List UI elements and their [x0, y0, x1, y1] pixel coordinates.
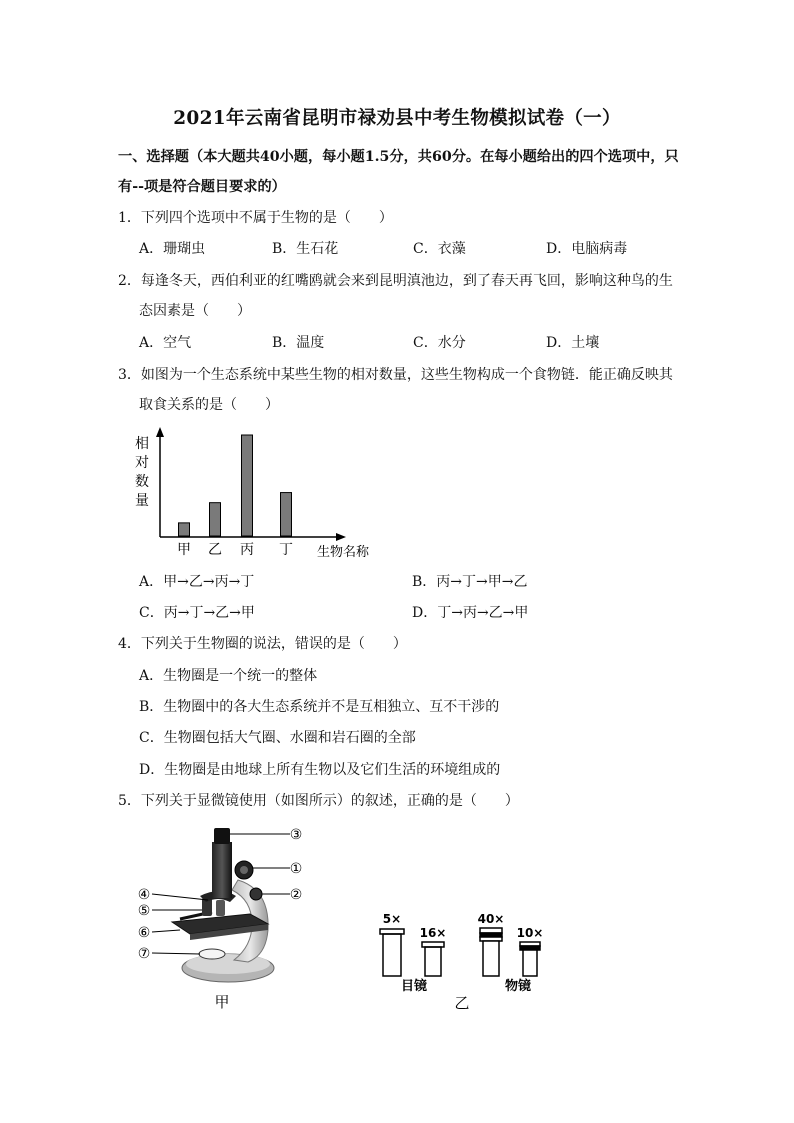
- eyepiece: [214, 828, 230, 844]
- question-4: 4．下列关于生物圈的说法，错误的是（ ）: [118, 636, 407, 652]
- q3-option-d: D．丁→丙→乙→甲: [412, 605, 529, 621]
- eyepiece-mag-5x: 5×: [382, 912, 402, 926]
- q2-option-d: D．土壤: [546, 335, 600, 351]
- question-2-cont: 态因素是（ ）: [139, 303, 251, 319]
- y-axis-arrow: [156, 427, 164, 437]
- q1-option-c: C．衣藻: [413, 241, 466, 257]
- category-label-yi: 乙: [208, 542, 222, 558]
- q2-option-b: B．温度: [272, 335, 325, 351]
- bar-chart: [130, 425, 390, 565]
- marker-1: ①: [289, 861, 303, 877]
- question-3: 3．如图为一个生态系统中某些生物的相对数量，这些生物构成一个食物链．能正确反映其: [118, 367, 673, 383]
- y-label-3: 数: [135, 474, 149, 490]
- bar-jia: [179, 523, 190, 536]
- question-3-cont: 取食关系的是（ ）: [139, 397, 279, 413]
- q3-option-c: C．丙→丁→乙→甲: [139, 605, 255, 621]
- figure-yi-caption: 乙: [454, 994, 470, 1012]
- lenses-figure: [370, 905, 555, 1015]
- mirror: [199, 949, 225, 959]
- objective-10x-shape: [520, 942, 540, 976]
- q4-option-a: A．生物圈是一个统一的整体: [139, 668, 318, 684]
- question-5: 5．下列关于显微镜使用（如图所示）的叙述，正确的是（ ）: [118, 793, 519, 809]
- fine-focus-knob: [250, 888, 262, 900]
- marker-7: ⑦: [137, 946, 151, 962]
- y-label-2: 对: [135, 455, 149, 471]
- eyepiece-16x-shape: [422, 942, 444, 976]
- section-heading-line1: 一、选择题（本大题共40小题，每小题1.5分，共60分。在每小题给出的四个选项中，只: [118, 149, 679, 165]
- x-axis-label: 生物名称: [317, 545, 370, 560]
- q4-option-d: D．生物圈是由地球上所有生物以及它们生活的环境组成的: [139, 762, 501, 778]
- eyepiece-5x-shape: [380, 929, 404, 976]
- objective-mag-40x: 40×: [477, 912, 505, 926]
- lens-tube: [212, 842, 232, 898]
- q4-option-c: C．生物圈包括大气圈、水圈和岩石圈的全部: [139, 730, 416, 746]
- q3-option-a: A．甲→乙→丙→丁: [139, 574, 255, 590]
- y-label-4: 量: [135, 493, 149, 509]
- q1-option-a: A．珊瑚虫: [139, 241, 206, 257]
- x-axis-arrow: [336, 533, 346, 541]
- marker-2: ②: [289, 887, 303, 903]
- eyepiece-mag-16x: 16×: [419, 926, 447, 940]
- objective-label: 物镜: [504, 979, 532, 994]
- question-1: 1．下列四个选项中不属于生物的是（ ）: [118, 210, 393, 226]
- bar-ding: [281, 493, 292, 536]
- q2-option-a: A．空气: [139, 335, 192, 351]
- q1-option-b: B．生石花: [272, 241, 339, 257]
- marker-3: ③: [289, 827, 303, 843]
- figure-jia-caption: 甲: [214, 993, 230, 1011]
- marker-6: ⑥: [137, 925, 151, 941]
- q2-option-c: C．水分: [413, 335, 466, 351]
- bar-yi: [210, 503, 221, 536]
- category-label-bing: 丙: [240, 542, 254, 558]
- q3-option-b: B．丙→丁→甲→乙: [412, 574, 528, 590]
- question-2: 2．每逢冬天，西伯利亚的红嘴鸥就会来到昆明滇池边，到了春天再飞回，影响这种鸟的生: [118, 273, 673, 289]
- objective-mag-10x: 10×: [516, 926, 544, 940]
- microscope-figure: [130, 820, 330, 1015]
- category-label-jia: 甲: [177, 542, 191, 558]
- eyepiece-label: 目镜: [400, 979, 428, 994]
- q4-option-b: B．生物圈中的各大生态系统并不是互相独立、互不干涉的: [139, 699, 500, 715]
- page-title: 2021年云南省昆明市禄劝县中考生物模拟试卷（一）: [173, 108, 621, 129]
- bar-bing: [242, 435, 253, 536]
- marker-4: ④: [137, 887, 151, 903]
- objective-40x-shape: [480, 928, 502, 976]
- q1-option-d: D．电脑病毒: [546, 241, 628, 257]
- marker-5: ⑤: [137, 903, 151, 919]
- category-label-ding: 丁: [279, 542, 293, 558]
- section-heading-line2: 有--项是符合题目要求的）: [118, 179, 286, 195]
- y-label-1: 相: [135, 436, 149, 452]
